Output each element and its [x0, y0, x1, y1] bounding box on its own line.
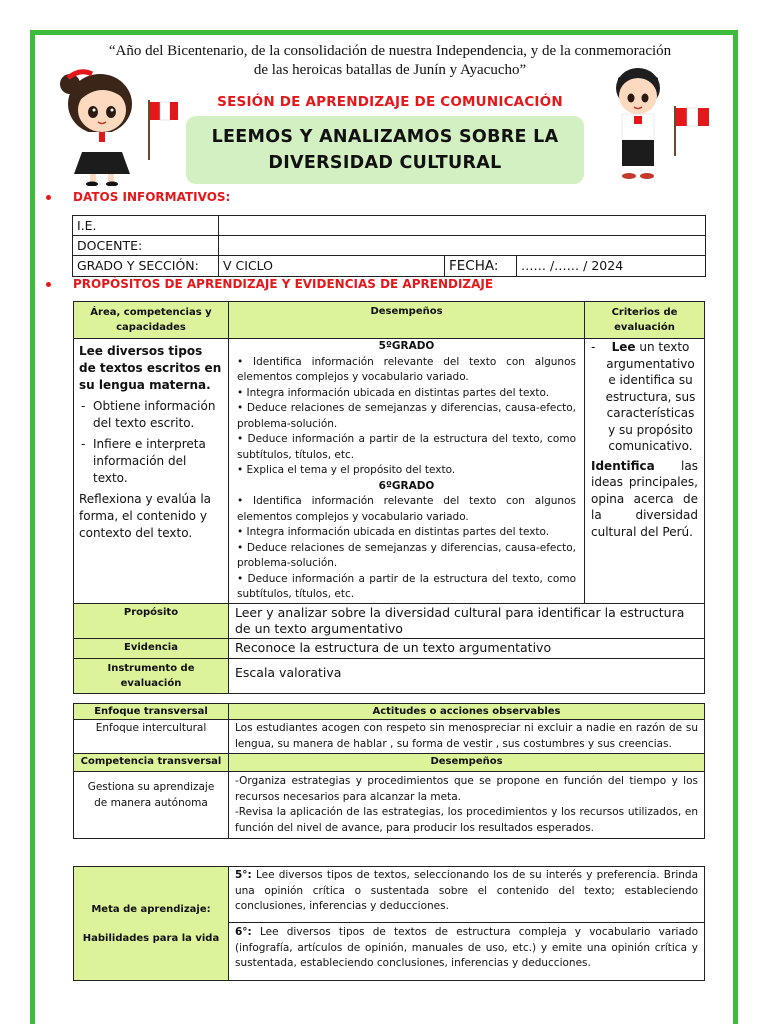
grado6-item: • Identifica información relevante del texto con algunos elementos complejos y vocabulario variado.: [237, 495, 576, 523]
comp-text-1: -Organiza estrategias y procedimientos que se propone en función del tiempo y los recursos necesarios para alcanzar la meta.: [235, 775, 698, 803]
table-row: [74, 720, 705, 754]
table-row: [74, 772, 705, 839]
boy-with-flag-illustration: [604, 62, 716, 180]
grado5-item: • Explica el tema y el propósito del texto.: [237, 464, 456, 476]
ie-label: I.E.: [73, 216, 219, 236]
ie-field[interactable]: [219, 216, 706, 236]
competencia-text: [229, 772, 705, 839]
docente-label: DOCENTE:: [73, 236, 219, 256]
meta-grado6-text: Lee diversos tipos de textos de estructura compleja y vocabulario variado (infografía, artículos de opinión, manuales de uso, etc.) y emite una opinión crítica y sustentada, estableciendo conclusiones, inferencias y deducciones.: [235, 926, 698, 969]
title-line-2: DIVERSIDAD CULTURAL: [268, 153, 502, 173]
bullet-icon: [46, 282, 51, 287]
proposito-label: Propósito: [74, 603, 229, 638]
table-row: [74, 302, 705, 339]
col-area-header: Área, competencias y capacidades: [74, 302, 229, 339]
motto-line-1: “Año del Bicentenario, de la consolidación de nuestra Independencia, y de la conmemoración: [108, 43, 672, 59]
session-heading: SESIÓN DE APRENDIZAJE DE COMUNICACIÓN: [217, 94, 563, 110]
grado-label: GRADO Y SECCIÓN:: [73, 256, 219, 277]
datos-heading-text: DATOS INFORMATIVOS:: [73, 190, 231, 204]
docente-field[interactable]: [219, 236, 706, 256]
evidencia-value: Reconoce la estructura de un texto argumentativo: [229, 638, 705, 658]
propositos-heading: [46, 277, 493, 291]
meta-grado5: [229, 867, 705, 923]
competencia-text: Lee diversos tipos de textos escritos en su lengua materna.: [79, 344, 222, 392]
grado6-item: • Deduce relaciones de semejanzas y diferencias, causa-efecto, problema-solución.: [237, 541, 576, 569]
comp-desempenos-col-header: Desempeños: [229, 754, 705, 772]
criterio-1-verb: Lee: [611, 340, 636, 354]
grado5-item: • Integra información ubicada en distintas partes del texto.: [237, 386, 550, 399]
criterios-cell: [585, 339, 705, 604]
grado5-heading: 5ºGRADO: [378, 340, 435, 352]
grado6-item: • Deduce información a partir de la estructura del texto, como subtítulos, títulos, etc.: [237, 572, 576, 600]
capacidad-item: - Obtiene información del texto escrito.: [79, 398, 223, 432]
meta-grado6: [229, 923, 705, 981]
instrumento-value: Escala valorativa: [229, 658, 705, 693]
datos-heading: [46, 190, 230, 204]
grado6-item: • Integra información ubicada en distintas partes del texto.: [237, 526, 550, 538]
criterio-1: - Lee un texto argumentativo e identifica su estructura, sus características y su propósito comunicativo.: [591, 340, 696, 453]
table-row: [74, 754, 705, 772]
table-row: [74, 867, 705, 923]
evidencia-label: Evidencia: [74, 638, 229, 658]
bullet-icon: [46, 195, 51, 200]
reflexiona-text: Reflexiona y evalúa la forma, el contenido y contexto del texto.: [79, 492, 212, 540]
enfoque-name: Enfoque intercultural: [74, 720, 229, 754]
meta-label-cell: [74, 867, 229, 981]
criterio-1-text: un texto argumentativo e identifica su estructura, sus características y su propósito comunicativo.: [605, 340, 696, 453]
enfoque-col-header: Enfoque transversal: [74, 704, 229, 720]
competencia-col-header: Competencia transversal: [74, 754, 229, 772]
actitudes-col-header: Actitudes o acciones observables: [229, 704, 705, 720]
competencia-name: Gestiona su aprendizaje de manera autónoma: [74, 772, 229, 839]
meta-grado5-label: 5°:: [235, 869, 252, 881]
enfoque-text: Los estudiantes acogen con respeto sin menospreciar ni excluir a nadie en razón de su lengua, su manera de hablar , su forma de vestir , sus costumbres y sus creencias.: [229, 720, 705, 754]
desempenos-cell: [229, 339, 585, 604]
propositos-heading-text: PROPÓSITOS DE APRENDIZAJE Y EVIDENCIAS DE APRENDIZAJE: [73, 277, 494, 291]
proposito-value: Leer y analizar sobre la diversidad cultural para identificar la estructura de un texto argumentativo: [229, 603, 705, 638]
grado-value[interactable]: V CICLO: [219, 256, 445, 277]
meta-table: [73, 866, 705, 981]
girl-with-flag-illustration: [52, 64, 178, 186]
habilidades-label: Habilidades para la vida: [82, 932, 220, 944]
criterio-2: [591, 458, 698, 541]
fecha-value[interactable]: …… /…… / 2024: [517, 256, 706, 277]
instrumento-label: Instrumento de evaluación: [74, 658, 229, 693]
fecha-label: FECHA:: [445, 256, 517, 277]
title-line-1: LEEMOS Y ANALIZAMOS SOBRE LA: [211, 127, 559, 147]
capacidad-item: - Infiere e interpreta información del texto.: [79, 436, 223, 487]
table-row: [74, 339, 705, 604]
grado5-item: • Deduce relaciones de semejanzas y diferencias, causa-efecto, problema-solución.: [237, 402, 576, 430]
criterio-2-text: las ideas principales, opina acerca de la diversidad cultural del Perú.: [591, 458, 698, 539]
propositos-table: [73, 301, 705, 694]
criterio-2-verb: Identifica: [591, 458, 655, 473]
grado6-heading: 6ºGRADO: [378, 479, 435, 492]
table-row: [74, 658, 705, 693]
area-cell: [74, 339, 229, 604]
meta-label: Meta de aprendizaje:: [91, 903, 211, 915]
table-row: [74, 638, 705, 658]
col-desempenos-header: Desempeños: [229, 302, 585, 339]
grado5-item: • Identifica información relevante del texto con algunos elementos complejos y vocabulario variado.: [237, 355, 576, 383]
meta-grado5-text: Lee diversos tipos de textos, seleccionando los de su interés y preferencia. Brinda una opinión crítica o sustentada sobre el contenido del texto; estableciendo conclusiones, inferencias y deducciones.: [235, 869, 698, 912]
capacidades-list: [79, 398, 223, 487]
table-row: [74, 603, 705, 638]
table-row: [73, 256, 706, 277]
grado5-item: • Deduce información a partir de la estructura del texto, como subtítulos, títulos, etc.: [237, 433, 576, 461]
meta-grado6-label: 6°:: [235, 926, 252, 938]
col-criterios-header: Criterios de evaluación: [585, 302, 705, 339]
table-row: [74, 704, 705, 720]
datos-table: [72, 215, 706, 277]
comp-text-2: -Revisa la aplicación de las estrategias, los procedimientos y los recursos utilizados, en función del nivel de avance, para producir los resultados esperados.: [235, 806, 698, 834]
session-title-box: [186, 116, 584, 184]
table-row: [73, 216, 706, 236]
motto-line-2: de las heroicas batallas de Junín y Ayacucho”: [253, 62, 527, 78]
table-row: [73, 236, 706, 256]
enfoque-table: [73, 703, 705, 839]
